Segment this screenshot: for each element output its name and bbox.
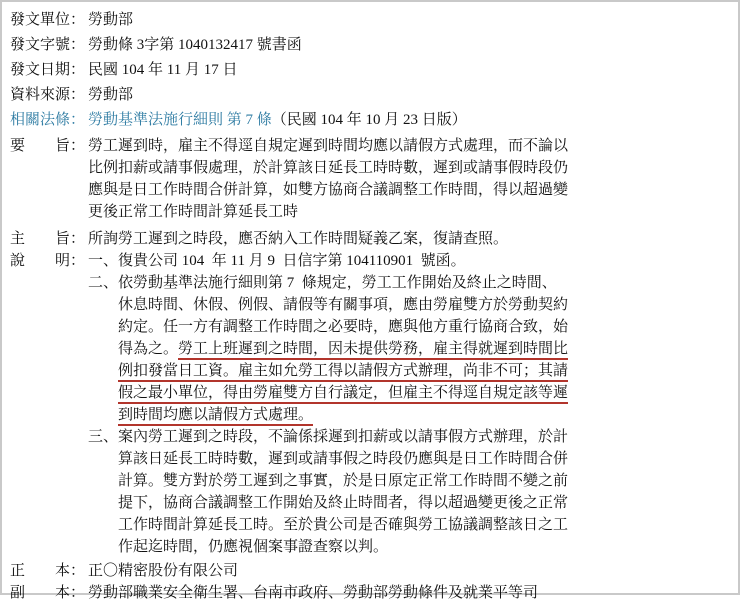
- explanation-item-2: [88, 272, 732, 426]
- issuing-unit-value: 勞動部: [88, 12, 134, 28]
- explanation-item-3: [88, 426, 732, 558]
- issuing-unit-row: [10, 8, 732, 33]
- data-source-label: 資料來源：: [10, 87, 86, 103]
- explanation-line: 計算。雙方對於勞工遲到之事實，於是日原定正常工作時間不變之前: [118, 473, 569, 489]
- red-underlined-text: 到時間均應以請假方式處理。: [118, 407, 313, 426]
- issue-date-label: 發文日期：: [10, 62, 86, 78]
- issuing-unit-label: 發文單位：: [10, 12, 86, 28]
- abstract-line: 勞工遲到時，雇主不得逕自規定遲到時間均應以請假方式處理，而不論以: [88, 138, 569, 154]
- explanation-line: 作起迄時間，仍應視個案事證查察以判。: [118, 539, 389, 555]
- copy-recipient-value: 勞動部職業安全衛生署、台南市政府、勞動部勞動條件及就業平等司: [88, 585, 539, 601]
- red-underlined-text: 假之最小單位，得由勞雇雙方自行議定，但雇主不得逕自規定該等遲: [118, 385, 568, 404]
- item-number: 一、: [88, 253, 119, 269]
- abstract-line: 比例扣薪或請事假處理，於計算該日延長工時時數，遲到或請事假時段仍: [88, 160, 569, 176]
- data-source-row: [10, 83, 732, 108]
- issue-date-value: 民國 104 年 11 月 17 日: [88, 62, 238, 78]
- explanation-section: [10, 250, 732, 558]
- item-number: 二、: [88, 275, 119, 291]
- explanation-line-underlined: [118, 382, 732, 404]
- copy-recipient-label: 副 本：: [10, 585, 86, 601]
- issue-date-row: [10, 58, 732, 83]
- abstract-label: 要 旨：: [10, 138, 86, 154]
- explanation-item-1: [88, 250, 732, 272]
- explanation-content: [88, 250, 732, 558]
- related-law-text: [88, 108, 467, 133]
- explanation-line: 休息時間、休假、例假、請假等有關事項，應由勞雇雙方於勞動契約: [118, 297, 569, 313]
- explanation-line: 復貴公司 104 年 11 月 9 日信字第 104110901 號函。: [118, 253, 466, 269]
- subject-text: 所詢勞工遲到之時段，應否納入工作時間疑義乙案，復請查照。: [88, 231, 509, 247]
- original-recipient-row: [10, 560, 732, 582]
- abstract-section: [10, 135, 732, 223]
- abstract-content: [88, 135, 732, 223]
- data-source-value: 勞動部: [88, 87, 134, 103]
- related-law-edition: （民國 104 年 10 月 23 日版）: [271, 112, 467, 128]
- explanation-line: 依勞動基準法施行細則第 7 條規定，勞工工作開始及終止之時間、: [118, 275, 557, 291]
- explanation-line-underlined: 得為之。勞工上班遲到之時間，因未提供勞務，雇主得就遲到時間比: [118, 338, 732, 360]
- explanation-line: 提下，協商合議調整工作開始及終止時間者，得以超過變更後之正常: [118, 495, 569, 511]
- red-underlined-text: 例扣發當日工資。雇主如允勞工得以請假方式辦理，尚非不可；其請: [118, 363, 568, 382]
- explanation-line-underlined: [118, 360, 732, 382]
- explanation-line: 算該日延長工時時數，遲到或請事假之時段仍應與是日工作時間合併: [118, 451, 569, 467]
- explanation-line: 約定。任一方有調整工作時間之必要時，應與他方重行協商合致，始: [118, 319, 569, 335]
- original-recipient-label: 正 本：: [10, 563, 86, 579]
- original-recipient-value: 正〇精密股份有限公司: [88, 563, 239, 579]
- item-number: 三、: [88, 429, 119, 445]
- abstract-line: 更後正常工作時間計算延長工時: [88, 204, 299, 220]
- subject-label: 主 旨：: [10, 231, 86, 247]
- document-number-label: 發文字號：: [10, 37, 86, 53]
- explanation-label: 說 明：: [10, 253, 86, 269]
- red-underlined-text: 勞工上班遲到之時間，因未提供勞務，雇主得就遲到時間比: [178, 341, 568, 360]
- related-law-label: 相關法條：: [10, 112, 86, 128]
- related-law-row: [10, 108, 732, 133]
- explanation-line: 案內勞工遲到之時段，不論係採遲到扣薪或以請事假方式辦理，於計: [118, 429, 569, 445]
- copy-recipient-row: [10, 582, 732, 604]
- subject-section: [10, 228, 732, 250]
- document-number-value: 勞動條 3字第 1040132417 號書函: [88, 37, 302, 53]
- related-law-link[interactable]: 勞動基準法施行細則 第 7 條: [88, 112, 272, 128]
- explanation-line-underlined: [118, 404, 732, 426]
- explanation-line: 工作時間計算延長工時。至於貴公司是否確與勞工協議調整該日之工: [118, 517, 569, 533]
- document-number-row: [10, 33, 732, 58]
- abstract-line: 應與是日工作時間合併計算，如雙方協商合議調整工作時間，得以超過變: [88, 182, 569, 198]
